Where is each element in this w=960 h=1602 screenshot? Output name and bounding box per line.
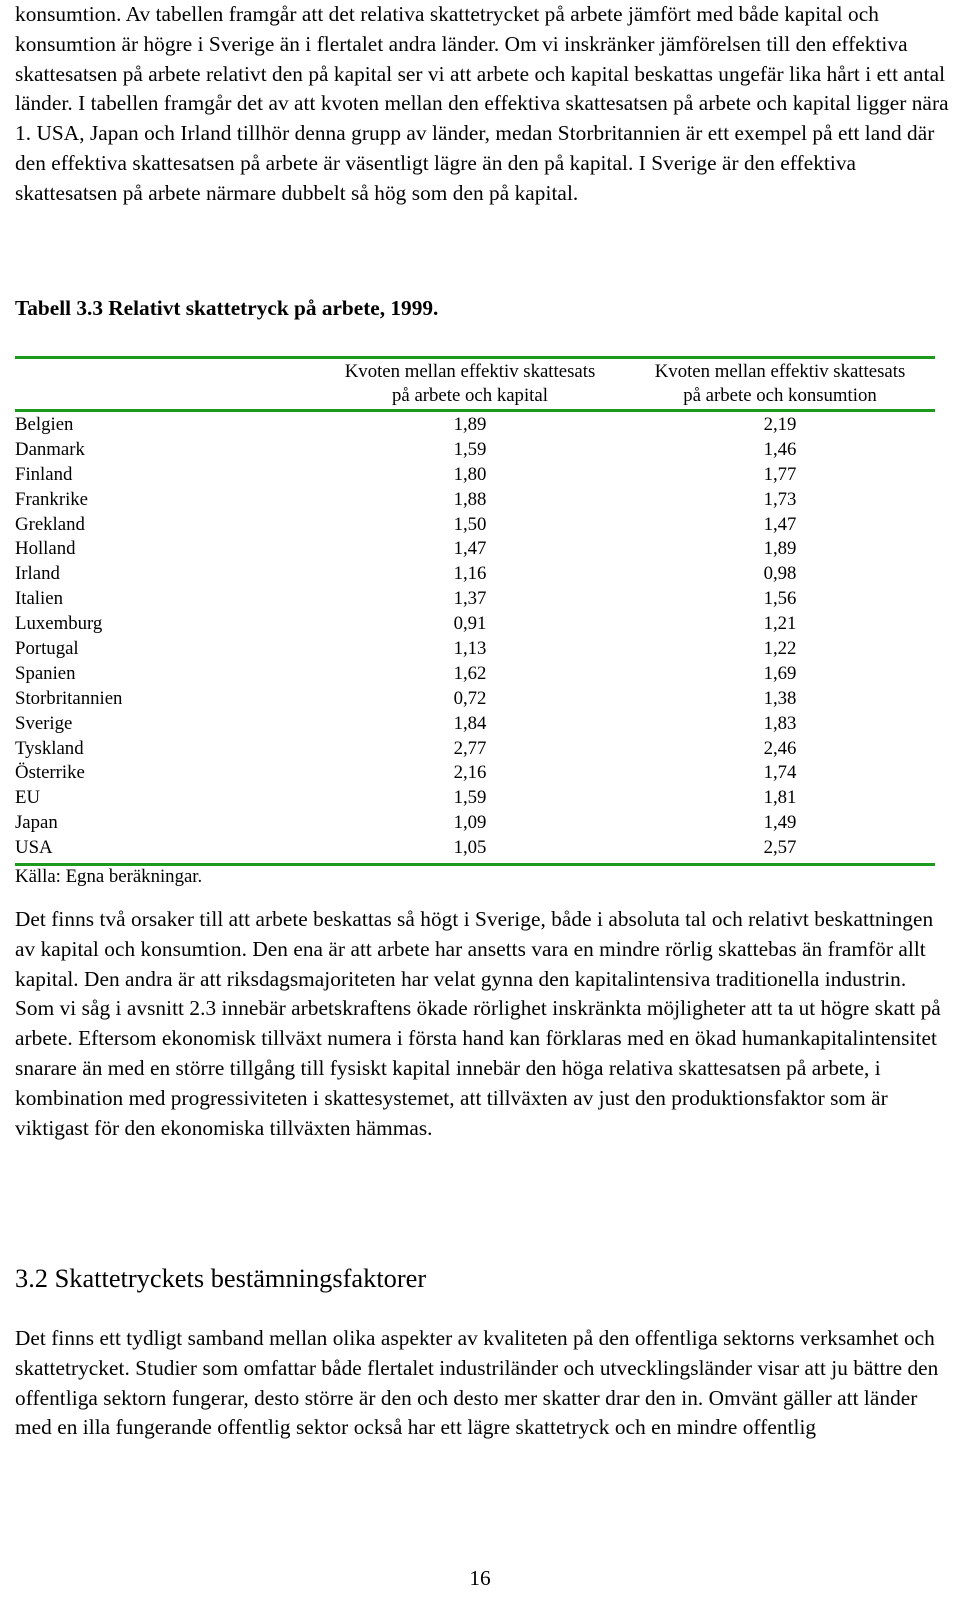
- consumption-ratio-cell: 1,22: [763, 638, 797, 660]
- country-cell: Italien: [15, 588, 63, 610]
- header-labor-consumption-line1: Kvoten mellan effektiv skattesats: [654, 361, 906, 382]
- country-cell: USA: [15, 837, 53, 859]
- country-cell: Finland: [15, 463, 73, 485]
- table-row: [15, 413, 935, 438]
- consumption-ratio-cell: 2,19: [763, 414, 797, 435]
- capital-ratio-cell: 1,59: [453, 787, 487, 809]
- header-labor-consumption: [625, 359, 935, 409]
- header-labor-capital-line2: på arbete och kapital: [392, 384, 548, 406]
- table-row: [15, 438, 935, 463]
- country-cell: Österrike: [15, 762, 85, 784]
- country-cell: Japan: [15, 812, 58, 834]
- capital-ratio-cell: 1,50: [453, 513, 487, 535]
- country-cell: Irland: [15, 563, 60, 585]
- table-source-note: Källa: Egna beräkningar.: [15, 866, 203, 887]
- table-header: [15, 359, 935, 409]
- capital-ratio-cell: 1,13: [453, 638, 487, 660]
- table-row: [15, 836, 935, 861]
- consumption-ratio-cell: 1,21: [763, 613, 797, 635]
- body-paragraph: Det finns två orsaker till att arbete beskattas så högt i Sverige, både i absoluta tal och relativt beskattningen av kapital och konsumtion. Den ena är att arbete har ansetts vara en mindre rörlig skattebas än framför allt kapital. Den andra är att riksdagsmajoriteten har velat gynna den kapitalintensiva traditionella industrin. Som vi såg i avsnitt 2.3 innebär arbetskraftens ökade rörlighet inskränkta möjligheter att ta ut högre skatt på arbete. Eftersom ekonomisk tillväxt numera i första hand kan förklaras med en ökad humankapitalintensitet snarare än med en större tillgång till fysiskt kapital innebär den höga relativa skattesatsen på arbete, i kombination med progressiviteten i skattesystemet, att tillväxten av just den produktionsfaktor som är viktigast för den ekonomiska tillväxten hämmas.: [15, 907, 941, 1140]
- country-cell: Tyskland: [15, 737, 84, 759]
- table-row: [15, 537, 935, 562]
- table-row: [15, 761, 935, 786]
- table-row: [15, 637, 935, 662]
- table-row: [15, 786, 935, 811]
- country-cell: Sverige: [15, 712, 73, 734]
- table-row: [15, 811, 935, 836]
- header-country-cell: [15, 359, 315, 409]
- consumption-ratio-cell: 1,77: [763, 463, 797, 485]
- page-number: 16: [469, 1566, 491, 1590]
- country-cell: Belgien: [15, 414, 74, 435]
- country-cell: Danmark: [15, 438, 85, 460]
- country-cell: Holland: [15, 538, 76, 560]
- consumption-ratio-cell: 1,38: [763, 687, 797, 709]
- consumption-ratio-cell: 1,69: [763, 662, 797, 684]
- country-cell: Grekland: [15, 513, 85, 535]
- consumption-ratio-cell: 1,74: [763, 762, 797, 784]
- capital-ratio-cell: 1,37: [453, 588, 487, 610]
- consumption-ratio-cell: 1,46: [763, 438, 797, 460]
- country-cell: Luxemburg: [15, 613, 103, 635]
- table-body: [15, 412, 935, 861]
- capital-ratio-cell: 0,91: [453, 613, 487, 635]
- consumption-ratio-cell: 1,83: [763, 712, 797, 734]
- country-cell: Portugal: [15, 638, 79, 660]
- capital-ratio-cell: 1,89: [453, 414, 487, 435]
- section-heading: 3.2 Skattetryckets bestämningsfaktorer: [15, 1263, 427, 1293]
- capital-ratio-cell: 0,72: [453, 687, 487, 709]
- country-cell: Frankrike: [15, 488, 89, 510]
- consumption-ratio-cell: 1,89: [763, 538, 797, 560]
- header-labor-consumption-line2: på arbete och konsumtion: [683, 384, 877, 406]
- consumption-ratio-cell: 2,57: [763, 837, 797, 859]
- table-row: [15, 463, 935, 488]
- table-row: [15, 488, 935, 513]
- header-labor-capital-line1: Kvoten mellan effektiv skattesats: [344, 361, 596, 382]
- table-row: [15, 612, 935, 637]
- intro-paragraph: konsumtion. Av tabellen framgår att det relativa skattetrycket på arbete jämfört med både kapital och konsumtion är högre i Sverige än i flertalet andra länder. Om vi inskränker jämförelsen till den effektiva skattesatsen på arbete relativt den på kapital ser vi att arbete och kapital beskattas ungefär lika hårt i ett antal länder. I tabellen framgår det av att kvoten mellan den effektiva skattesatsen på arbete och kapital ligger nära 1. USA, Japan och Irland tillhör denna grupp av länder, medan Storbritannien är ett exempel på ett land där den effektiva skattesatsen på arbete är väsentligt lägre än den på kapital. I Sverige är den effektiva skattesatsen på arbete närmare dubbelt så hög som den på kapital.: [15, 2, 949, 205]
- capital-ratio-cell: 1,09: [453, 812, 487, 834]
- table-row: [15, 587, 935, 612]
- consumption-ratio-cell: 1,49: [763, 812, 797, 834]
- capital-ratio-cell: 1,05: [453, 837, 487, 859]
- table-row: [15, 662, 935, 687]
- consumption-ratio-cell: 2,46: [763, 737, 797, 759]
- capital-ratio-cell: 1,62: [453, 662, 487, 684]
- header-labor-capital: [315, 359, 625, 409]
- section-paragraph: Det finns ett tydligt samband mellan olika aspekter av kvaliteten på den offentliga sektorns verksamhet och skattetrycket. Studier som omfattar både flertalet industriländer och utvecklingsländer visar att ju bättre den offentliga sektorn fungerar, desto större är den och desto mer skatter drar den in. Omvänt gäller att länder med en illa fungerande offentlig sektor också har ett lägre skattetryck och en mindre offentlig: [15, 1326, 939, 1440]
- table-caption: Tabell 3.3 Relativt skattetryck på arbete, 1999.: [15, 296, 439, 320]
- capital-ratio-cell: 1,80: [453, 463, 487, 485]
- capital-ratio-cell: 1,59: [453, 438, 487, 460]
- table-row: [15, 513, 935, 538]
- consumption-ratio-cell: 1,47: [763, 513, 797, 535]
- capital-ratio-cell: 1,84: [453, 712, 487, 734]
- country-cell: Spanien: [15, 662, 76, 684]
- capital-ratio-cell: 1,88: [453, 488, 487, 510]
- table-row: [15, 687, 935, 712]
- country-cell: Storbritannien: [15, 687, 123, 709]
- consumption-ratio-cell: 0,98: [763, 563, 797, 585]
- tax-ratio-table: [15, 356, 935, 866]
- capital-ratio-cell: 1,16: [453, 563, 487, 585]
- table-row: [15, 562, 935, 587]
- table-row: [15, 712, 935, 737]
- consumption-ratio-cell: 1,81: [763, 787, 797, 809]
- country-cell: EU: [15, 787, 41, 809]
- capital-ratio-cell: 2,16: [453, 762, 487, 784]
- consumption-ratio-cell: 1,73: [763, 488, 797, 510]
- consumption-ratio-cell: 1,56: [763, 588, 797, 610]
- capital-ratio-cell: 1,47: [453, 538, 487, 560]
- table-row: [15, 737, 935, 762]
- capital-ratio-cell: 2,77: [453, 737, 487, 759]
